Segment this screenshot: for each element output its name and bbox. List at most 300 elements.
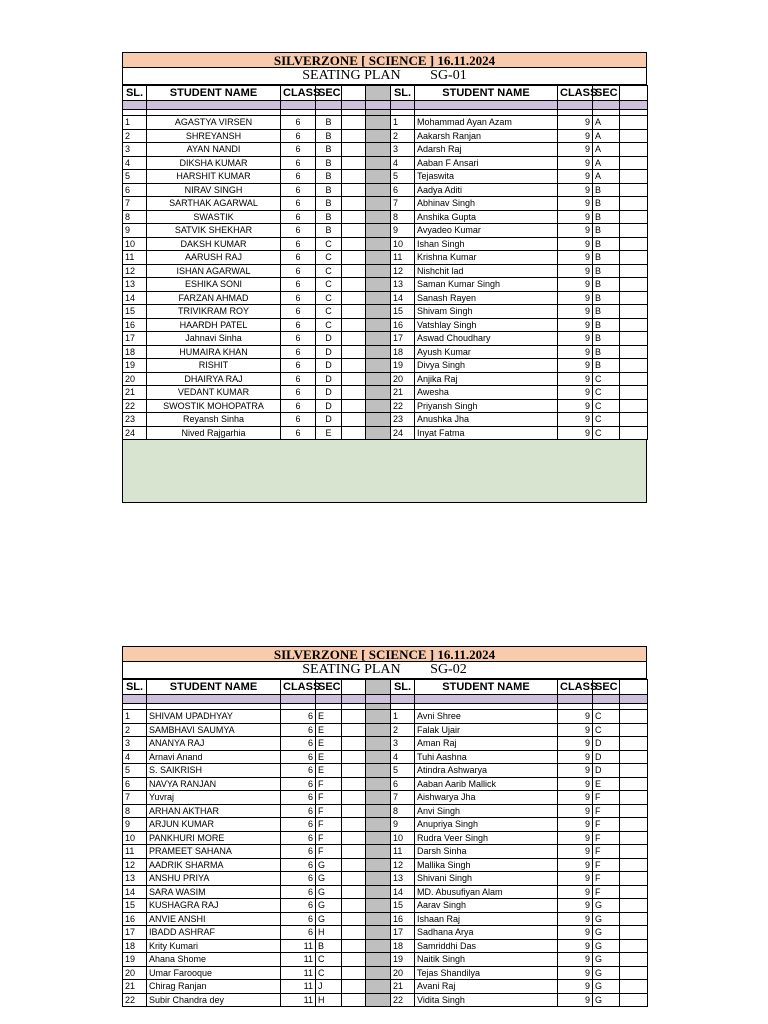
serial-number: 2: [123, 723, 147, 737]
serial-number: 20: [123, 966, 147, 980]
serial-number: 10: [123, 237, 147, 251]
class-header: CLASS: [281, 86, 316, 101]
student-name: Anupriya Singh: [415, 818, 558, 832]
section-value: B: [316, 197, 342, 211]
student-name: FARZAN AHMAD: [147, 291, 281, 305]
sheet-title: SILVERZONE [ SCIENCE ] 16.11.2024: [122, 646, 647, 662]
divider-column: [366, 750, 391, 764]
class-value: 6: [281, 359, 316, 373]
band-cell: [342, 695, 366, 704]
class-header: CLASS: [281, 680, 316, 695]
spacer-cell: [342, 197, 366, 211]
spacer-cell: [342, 885, 366, 899]
student-name: Ishan Singh: [415, 237, 558, 251]
class-value: 6: [281, 858, 316, 872]
student-name: Rudra Veer Singh: [415, 831, 558, 845]
sheet-title: SILVERZONE [ SCIENCE ] 16.11.2024: [122, 52, 647, 68]
section-value: A: [593, 116, 620, 130]
sl-header: SL.: [123, 86, 147, 101]
class-value: 6: [281, 845, 316, 859]
student-name: Anvi Singh: [415, 804, 558, 818]
serial-number: 1: [123, 116, 147, 130]
plan-heading: [122, 662, 647, 679]
student-name: Anjika Raj: [415, 372, 558, 386]
spacer-cell: [342, 912, 366, 926]
divider-column: [366, 291, 391, 305]
class-value: 11: [281, 980, 316, 994]
student-name: Sanash Rayen: [415, 291, 558, 305]
seating-table: [122, 679, 648, 1007]
table-row: [123, 426, 648, 440]
student-name: PRAMEET SAHANA: [147, 845, 281, 859]
spacer-cell: [342, 278, 366, 292]
student-name: Tejaswita: [415, 170, 558, 184]
class-value: 9: [558, 804, 593, 818]
spacer-cell: [342, 993, 366, 1007]
divider-column: [366, 224, 391, 238]
class-value: 9: [558, 791, 593, 805]
table-row: [123, 345, 648, 359]
table-row: [123, 170, 648, 184]
serial-number: 20: [123, 372, 147, 386]
serial-number: 5: [123, 764, 147, 778]
class-value: 9: [558, 426, 593, 440]
section-value: F: [316, 777, 342, 791]
spacer-cell: [620, 912, 648, 926]
class-value: 6: [281, 926, 316, 940]
student-name: SARA WASIM: [147, 885, 281, 899]
section-value: G: [316, 872, 342, 886]
divider-column: [366, 156, 391, 170]
spacer-cell: [620, 872, 648, 886]
footer-area: [122, 440, 647, 503]
class-value: 6: [281, 386, 316, 400]
section-value: B: [593, 264, 620, 278]
spacer-cell: [342, 386, 366, 400]
divider-column: [366, 183, 391, 197]
sec-header: SEC: [593, 680, 620, 695]
table-row: [123, 858, 648, 872]
class-value: 9: [558, 750, 593, 764]
class-value: 9: [558, 764, 593, 778]
student-name: DIKSHA KUMAR: [147, 156, 281, 170]
table-row: [123, 197, 648, 211]
band-cell: [558, 101, 593, 110]
spacer-cell: [620, 858, 648, 872]
serial-number: 8: [123, 804, 147, 818]
class-value: 6: [281, 129, 316, 143]
section-value: B: [593, 332, 620, 346]
serial-number: 14: [391, 885, 415, 899]
student-name: MD. Abusufiyan Alam: [415, 885, 558, 899]
table-row: [123, 359, 648, 373]
section-value: B: [593, 183, 620, 197]
section-value: B: [593, 305, 620, 319]
band-cell: [316, 101, 342, 110]
serial-number: 9: [123, 224, 147, 238]
serial-number: 21: [123, 386, 147, 400]
divider-column: [366, 101, 391, 110]
divider-column: [366, 332, 391, 346]
class-value: 6: [281, 345, 316, 359]
table-row: [123, 939, 648, 953]
spacer-cell: [342, 872, 366, 886]
serial-number: 10: [391, 237, 415, 251]
class-value: 6: [281, 831, 316, 845]
spacer-cell: [342, 413, 366, 427]
class-value: 6: [281, 372, 316, 386]
section-value: C: [593, 386, 620, 400]
section-value: B: [316, 129, 342, 143]
spacer-cell: [342, 777, 366, 791]
serial-number: 13: [123, 278, 147, 292]
class-value: 6: [281, 413, 316, 427]
divider-column: [366, 278, 391, 292]
spacer-cell: [620, 332, 648, 346]
spacer-cell: [342, 372, 366, 386]
section-value: F: [593, 845, 620, 859]
table-row: [123, 237, 648, 251]
section-value: E: [316, 750, 342, 764]
band-cell: [415, 101, 558, 110]
spacer-cell: [620, 966, 648, 980]
header-row: [123, 680, 648, 695]
section-value: F: [593, 804, 620, 818]
class-value: 9: [558, 872, 593, 886]
student-name: AARUSH RAJ: [147, 251, 281, 265]
spacer-cell: [620, 777, 648, 791]
spacer-cell: [342, 926, 366, 940]
name-header: STUDENT NAME: [415, 86, 558, 101]
class-value: 9: [558, 156, 593, 170]
student-name: Subir Chandra dey: [147, 993, 281, 1007]
student-name: HARSHIT KUMAR: [147, 170, 281, 184]
divider-column: [366, 305, 391, 319]
spacer-cell: [620, 183, 648, 197]
table-row: [123, 264, 648, 278]
header-row: [123, 86, 648, 101]
class-value: 9: [558, 885, 593, 899]
serial-number: 13: [123, 872, 147, 886]
section-value: E: [316, 737, 342, 751]
class-value: 6: [281, 899, 316, 913]
divider-column: [366, 86, 391, 101]
divider-column: [366, 426, 391, 440]
divider-column: [366, 197, 391, 211]
spacer-cell: [620, 291, 648, 305]
divider-column: [366, 372, 391, 386]
student-name: VEDANT KUMAR: [147, 386, 281, 400]
class-value: 9: [558, 278, 593, 292]
band-cell: [147, 695, 281, 704]
class-value: 9: [558, 831, 593, 845]
student-name: Krishna Kumar: [415, 251, 558, 265]
divider-column: [366, 777, 391, 791]
student-name: Vatshlay Singh: [415, 318, 558, 332]
band-cell: [620, 101, 648, 110]
table-row: [123, 129, 648, 143]
section-value: D: [316, 345, 342, 359]
divider-column: [366, 399, 391, 413]
sl-header: SL.: [391, 680, 415, 695]
divider-column: [366, 359, 391, 373]
class-value: 9: [558, 399, 593, 413]
class-value: 9: [558, 372, 593, 386]
table-row: [123, 966, 648, 980]
table-row: [123, 804, 648, 818]
section-value: G: [593, 980, 620, 994]
student-name: AGASTYA VIRSEN: [147, 116, 281, 130]
student-name: Aakarsh Ranjan: [415, 129, 558, 143]
spacer-cell: [342, 680, 366, 695]
section-value: G: [593, 939, 620, 953]
serial-number: 3: [123, 143, 147, 157]
spacer-cell: [342, 791, 366, 805]
spacer-cell: [620, 305, 648, 319]
serial-number: 3: [391, 737, 415, 751]
class-value: 9: [558, 183, 593, 197]
class-value: 9: [558, 143, 593, 157]
class-value: 9: [558, 737, 593, 751]
section-value: B: [593, 278, 620, 292]
divider-column: [366, 858, 391, 872]
section-value: C: [316, 237, 342, 251]
spacer-cell: [620, 197, 648, 211]
spacer-cell: [342, 359, 366, 373]
student-name: Mallika Singh: [415, 858, 558, 872]
band-cell: [281, 695, 316, 704]
spacer-cell: [342, 831, 366, 845]
student-name: SWOSTIK MOHOPATRA: [147, 399, 281, 413]
spacer-cell: [620, 939, 648, 953]
divider-column: [366, 129, 391, 143]
divider-column: [366, 872, 391, 886]
serial-number: 7: [391, 791, 415, 805]
class-value: 6: [281, 332, 316, 346]
student-name: Chirag Ranjan: [147, 980, 281, 994]
spacer-cell: [620, 993, 648, 1007]
student-name: Yuvraj: [147, 791, 281, 805]
divider-column: [366, 264, 391, 278]
spacer-cell: [342, 183, 366, 197]
section-value: B: [316, 939, 342, 953]
student-name: DHAIRYA RAJ: [147, 372, 281, 386]
section-value: C: [316, 251, 342, 265]
student-name: HUMAIRA KHAN: [147, 345, 281, 359]
serial-number: 3: [123, 737, 147, 751]
section-value: B: [593, 224, 620, 238]
class-value: 6: [281, 210, 316, 224]
plan-heading: [122, 68, 647, 85]
spacer-cell: [342, 237, 366, 251]
section-value: F: [316, 845, 342, 859]
serial-number: 16: [391, 912, 415, 926]
spacer-cell: [620, 156, 648, 170]
class-value: 9: [558, 116, 593, 130]
serial-number: 20: [391, 372, 415, 386]
student-name: Atindra Ashwarya: [415, 764, 558, 778]
serial-number: 15: [123, 305, 147, 319]
section-value: C: [593, 723, 620, 737]
section-value: G: [593, 912, 620, 926]
section-value: B: [593, 318, 620, 332]
serial-number: 6: [123, 777, 147, 791]
section-value: A: [593, 170, 620, 184]
table-row: [123, 791, 648, 805]
band-cell: [620, 695, 648, 704]
class-value: 6: [281, 197, 316, 211]
spacer-cell: [342, 899, 366, 913]
section-value: D: [316, 372, 342, 386]
section-value: E: [316, 710, 342, 724]
section-value: F: [593, 872, 620, 886]
class-value: 6: [281, 818, 316, 832]
class-value: 6: [281, 224, 316, 238]
student-name: SARTHAK AGARWAL: [147, 197, 281, 211]
section-value: E: [316, 426, 342, 440]
student-name: SATVIK SHEKHAR: [147, 224, 281, 238]
section-value: F: [593, 791, 620, 805]
class-value: 6: [281, 912, 316, 926]
student-name: Aarav Singh: [415, 899, 558, 913]
section-value: B: [593, 291, 620, 305]
student-name: TRIVIKRAM ROY: [147, 305, 281, 319]
section-value: G: [316, 858, 342, 872]
section-value: G: [593, 993, 620, 1007]
sl-header: SL.: [123, 680, 147, 695]
divider-column: [366, 926, 391, 940]
spacer-cell: [620, 129, 648, 143]
student-name: Aishwarya Jha: [415, 791, 558, 805]
divider-column: [366, 966, 391, 980]
serial-number: 5: [391, 170, 415, 184]
class-value: 6: [281, 791, 316, 805]
section-value: C: [593, 399, 620, 413]
section-value: B: [593, 251, 620, 265]
section-value: G: [316, 899, 342, 913]
spacer-cell: [342, 156, 366, 170]
section-value: C: [316, 305, 342, 319]
serial-number: 4: [123, 750, 147, 764]
student-name: Avni Shree: [415, 710, 558, 724]
student-name: Umar Farooque: [147, 966, 281, 980]
sec-header: SEC: [593, 86, 620, 101]
class-value: 6: [281, 804, 316, 818]
serial-number: 8: [391, 804, 415, 818]
section-value: D: [316, 386, 342, 400]
class-value: 9: [558, 710, 593, 724]
student-name: ANSHU PRIYA: [147, 872, 281, 886]
student-name: Aaban F Ansari: [415, 156, 558, 170]
divider-column: [366, 939, 391, 953]
spacer-cell: [342, 710, 366, 724]
class-value: 6: [281, 278, 316, 292]
student-name: ARHAN AKTHAR: [147, 804, 281, 818]
section-value: F: [316, 804, 342, 818]
serial-number: 16: [123, 912, 147, 926]
spacer-cell: [342, 305, 366, 319]
section-value: B: [593, 237, 620, 251]
section-value: E: [593, 777, 620, 791]
divider-column: [366, 993, 391, 1007]
table-row: [123, 413, 648, 427]
section-value: G: [593, 953, 620, 967]
section-value: G: [593, 926, 620, 940]
divider-column: [366, 831, 391, 845]
section-value: B: [316, 143, 342, 157]
student-name: RISHIT: [147, 359, 281, 373]
student-name: Nishchit lad: [415, 264, 558, 278]
serial-number: 24: [123, 426, 147, 440]
student-name: Naitik Singh: [415, 953, 558, 967]
sec-header: SEC: [316, 680, 342, 695]
spacer-cell: [620, 926, 648, 940]
student-name: Aadya Aditi: [415, 183, 558, 197]
seating-plan-sheet-2: [122, 646, 647, 1007]
class-value: 6: [281, 872, 316, 886]
spacer-cell: [620, 345, 648, 359]
table-row: [123, 116, 648, 130]
section-value: C: [593, 413, 620, 427]
student-name: Avyadeo Kumar: [415, 224, 558, 238]
table-row: [123, 210, 648, 224]
spacer-cell: [620, 237, 648, 251]
section-value: G: [593, 899, 620, 913]
section-value: D: [316, 332, 342, 346]
table-row: [123, 183, 648, 197]
table-row: [123, 399, 648, 413]
divider-column: [366, 723, 391, 737]
divider-column: [366, 318, 391, 332]
serial-number: 19: [123, 359, 147, 373]
table-row: [123, 723, 648, 737]
student-name: Avani Raj: [415, 980, 558, 994]
student-name: SHIVAM UPADHYAY: [147, 710, 281, 724]
section-value: B: [316, 170, 342, 184]
serial-number: 10: [391, 831, 415, 845]
student-name: AADRIK SHARMA: [147, 858, 281, 872]
section-value: H: [316, 993, 342, 1007]
serial-number: 18: [123, 345, 147, 359]
section-value: D: [316, 399, 342, 413]
student-name: Inyat Fatma: [415, 426, 558, 440]
class-value: 6: [281, 750, 316, 764]
student-name: Tuhi Aashna: [415, 750, 558, 764]
serial-number: 22: [391, 399, 415, 413]
spacer-cell: [620, 372, 648, 386]
serial-number: 6: [123, 183, 147, 197]
serial-number: 1: [391, 710, 415, 724]
serial-number: 6: [391, 777, 415, 791]
section-value: G: [316, 885, 342, 899]
serial-number: 17: [391, 332, 415, 346]
class-value: 6: [281, 251, 316, 265]
spacer-cell: [620, 86, 648, 101]
section-value: A: [593, 129, 620, 143]
section-value: G: [316, 912, 342, 926]
table-row: [123, 912, 648, 926]
student-name: ARJUN KUMAR: [147, 818, 281, 832]
class-value: 9: [558, 264, 593, 278]
section-value: B: [316, 210, 342, 224]
serial-number: 8: [123, 210, 147, 224]
class-value: 9: [558, 966, 593, 980]
sec-header: SEC: [316, 86, 342, 101]
spacer-cell: [620, 845, 648, 859]
divider-column: [366, 386, 391, 400]
name-header: STUDENT NAME: [147, 680, 281, 695]
serial-number: 12: [123, 858, 147, 872]
